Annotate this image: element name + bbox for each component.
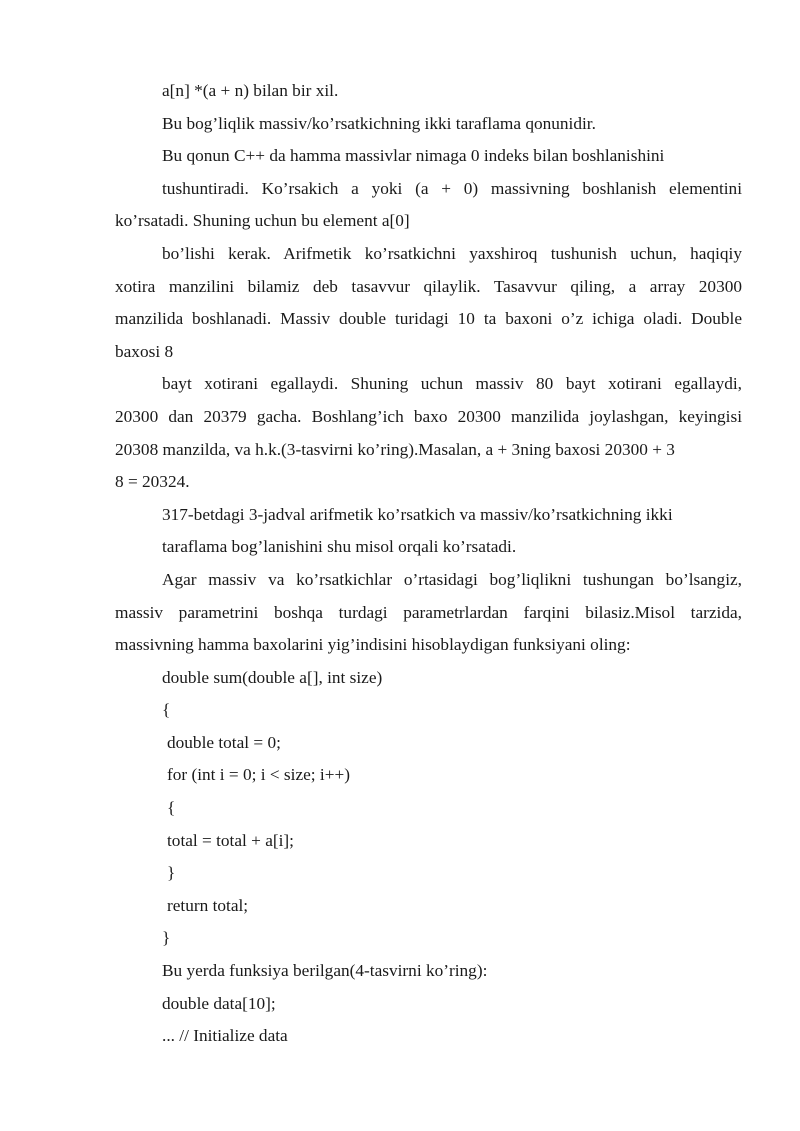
text-line: a[n] *(a + n) bilan bir xil.: [162, 81, 339, 100]
text-line: 317-betdagi 3-jadval arifmetik ko’rsatkich va massiv/ko’rsatkichning ikki: [162, 504, 673, 524]
text-line: taraflama bog’lanishini shu misol orqali ko’rsatadi.: [162, 537, 517, 557]
text-line: Bu qonun C++ da hamma massivlar nimaga 0 indeks bilan boshlanishini: [162, 146, 665, 166]
text-line: xotira manzilini bilamiz deb tasavvur qilaylik. Tasavvur qiling, a array 20300: [115, 276, 742, 296]
page-body: [115, 75, 742, 1053]
code-line: total = total + a[i];: [167, 830, 294, 850]
text-line: Bu yerda funksiya berilgan(4-tasvirni ko’ring):: [162, 961, 488, 981]
text-line: tushuntiradi. Ko’rsakich a yoki (a + 0) massivning boshlanish elementini: [162, 178, 742, 198]
text-line: Bu bog’liqlik massiv/ko’rsatkichning ikki taraflama qonunidir.: [162, 113, 596, 133]
code-line: {: [167, 798, 176, 818]
code-line: double total = 0;: [167, 732, 281, 752]
text-line: massivning hamma baxolarini yig’indisini hisoblaydigan funksiyani oling:: [115, 635, 631, 655]
code-line: return total;: [167, 895, 249, 915]
code-line: for (int i = 0; i < size; i++): [167, 765, 350, 785]
code-line: ... // Initialize data: [162, 1026, 288, 1046]
text-line: ko’rsatadi. Shuning uchun bu element a[0]: [115, 211, 410, 231]
text-line: 8 = 20324.: [115, 472, 190, 492]
text-line: Agar massiv va ko’rsatkichlar o’rtasidagi bog’liqlikni tushungan bo’lsangiz,: [162, 569, 742, 589]
text-line: 20308 manzilda, va h.k.(3-tasvirni ko’ring).Masalan, a + 3ning baxosi 20300 + 3: [115, 439, 675, 459]
code-line: }: [162, 928, 171, 948]
text-line: bo’lishi kerak. Arifmetik ko’rsatkichni yaxshiroq tushunish uchun, haqiqiy: [162, 243, 742, 263]
text-line: massiv parametrini boshqa turdagi parametrlardan farqini bilasiz.Misol tarzida,: [115, 602, 742, 622]
code-line: double data[10];: [162, 993, 276, 1013]
code-line: double sum(double a[], int size): [162, 667, 383, 687]
code-line: {: [162, 700, 171, 720]
text-line: manzilida boshlanadi. Massiv double turidagi 10 ta baxoni o’z ichiga oladi. Double: [115, 309, 742, 329]
text-line: 20300 dan 20379 gacha. Boshlang’ich baxo 20300 manzilida joylashgan, keyingisi: [115, 406, 742, 426]
text-line: baxosi 8: [115, 341, 174, 361]
code-line: }: [167, 863, 176, 883]
text-line: bayt xotirani egallaydi. Shuning uchun massiv 80 bayt xotirani egallaydi,: [162, 374, 742, 394]
